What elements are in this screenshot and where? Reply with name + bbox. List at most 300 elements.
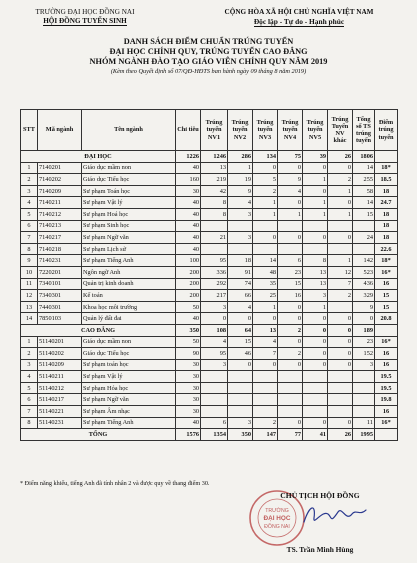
table-cell: 142: [353, 255, 375, 267]
table-cell: [303, 371, 328, 383]
table-cell: 16: [375, 406, 398, 418]
table-row: [21, 348, 398, 360]
table-cell: [228, 371, 253, 383]
table-cell: Giáo dục Tiểu học: [82, 174, 176, 186]
table-cell: 0: [253, 162, 278, 174]
table-cell: 100: [176, 255, 201, 267]
table-row: [21, 359, 398, 371]
table-cell: [228, 382, 253, 394]
table-cell: 51140211: [38, 371, 82, 383]
table-cell: 1: [253, 301, 278, 313]
table-cell: 7440301: [38, 301, 82, 313]
table-cell: [278, 406, 303, 418]
table-cell: 14: [21, 313, 38, 325]
table-cell: 1: [303, 174, 328, 186]
section-total-cell: 189: [353, 324, 375, 336]
table-cell: 8: [201, 208, 228, 220]
table-row: [21, 336, 398, 348]
table-cell: [328, 382, 353, 394]
table-cell: 1: [21, 162, 38, 174]
table-cell: 30: [176, 371, 201, 383]
table-row: [21, 208, 398, 220]
table-cell: [353, 394, 375, 406]
table-row: [21, 278, 398, 290]
grand-total-cell: 350: [228, 429, 253, 441]
table-cell: 7850103: [38, 313, 82, 325]
grand-total-cell: 41: [303, 429, 328, 441]
table-cell: Giáo dục mầm non: [82, 162, 176, 174]
grand-total-cell: 1995: [353, 429, 375, 441]
table-cell: 40: [176, 417, 201, 429]
title-line-1: DANH SÁCH ĐIỂM CHUẨN TRÚNG TUYỂN: [123, 37, 294, 46]
table-cell: 18: [228, 255, 253, 267]
table-cell: 0: [278, 232, 303, 244]
table-cell: 9: [353, 301, 375, 313]
table-cell: [328, 301, 353, 313]
section-name: ĐẠI HỌC: [21, 151, 176, 163]
table-cell: 9: [21, 255, 38, 267]
col-header: Trúng tuyển NV1: [201, 110, 228, 151]
table-cell: [201, 243, 228, 255]
table-row: [21, 232, 398, 244]
grand-total-cell: 1576: [176, 429, 201, 441]
title-line-2: ĐẠI HỌC CHÍNH QUY, TRÚNG TUYỂN CAO ĐẲNG: [109, 47, 308, 57]
table-cell-empty: [375, 429, 398, 441]
table-cell: [303, 382, 328, 394]
table-cell: 14: [253, 255, 278, 267]
table-cell: 436: [353, 278, 375, 290]
table-cell: 255: [353, 174, 375, 186]
table-cell: 15: [375, 301, 398, 313]
table-cell: 95: [201, 348, 228, 360]
table-cell: 0: [253, 359, 278, 371]
table-cell: 4: [278, 185, 303, 197]
table-row: [21, 255, 398, 267]
table-cell: [303, 243, 328, 255]
table-cell: [303, 220, 328, 232]
table-cell: 30: [176, 359, 201, 371]
table-cell: 9: [228, 185, 253, 197]
col-header: Điểm trúng tuyển: [375, 110, 398, 151]
table-cell: 0: [303, 417, 328, 429]
table-cell: [353, 243, 375, 255]
table-cell: [278, 382, 303, 394]
table-cell: 16: [278, 290, 303, 302]
col-header: Tổng số TS trúng tuyển: [353, 110, 375, 151]
table-cell: 18: [375, 208, 398, 220]
table-cell: 152: [353, 348, 375, 360]
title-line-3: NHÓM NGÀNH ĐÀO TẠO GIÁO VIÊN CHÍNH QUY NĂM 2019: [89, 57, 328, 67]
table-cell: 160: [176, 174, 201, 186]
table-cell: [303, 394, 328, 406]
table-cell: 0: [201, 313, 228, 325]
table-cell: 5: [21, 382, 38, 394]
section-total-cell: 1226: [176, 151, 201, 163]
col-header: Trúng tuyển NV4: [278, 110, 303, 151]
table-cell: 23: [353, 336, 375, 348]
table-cell: 48: [253, 266, 278, 278]
table-cell: 1: [328, 208, 353, 220]
table-cell: 4: [228, 197, 253, 209]
table-cell: 40: [176, 208, 201, 220]
table-cell: 16*: [375, 266, 398, 278]
col-header: Trúng tuyển NV2: [228, 110, 253, 151]
table-cell: 0: [278, 417, 303, 429]
table-cell: 3: [228, 417, 253, 429]
table-cell: Ngôn ngữ Anh: [82, 266, 176, 278]
table-cell: 30: [176, 406, 201, 418]
table-cell: [253, 371, 278, 383]
table-cell: 18*: [375, 255, 398, 267]
table-cell: 51140201: [38, 336, 82, 348]
table-cell: 18: [375, 220, 398, 232]
section-total-cell: 350: [176, 324, 201, 336]
table-cell: 7140231: [38, 255, 82, 267]
table-cell: [353, 406, 375, 418]
table-cell: 0: [253, 232, 278, 244]
table-cell: 3: [228, 208, 253, 220]
table-cell: 91: [228, 266, 253, 278]
table-cell: [328, 220, 353, 232]
table-cell: 0: [328, 417, 353, 429]
table-cell: 14: [353, 162, 375, 174]
national-header: [190, 8, 408, 26]
table-cell: Sư phạm Sinh học: [82, 220, 176, 232]
document-title: [0, 37, 417, 76]
col-header: Chỉ tiêu: [176, 110, 201, 151]
table-cell: 0: [303, 313, 328, 325]
table-cell: 3: [21, 185, 38, 197]
table-cell: [228, 406, 253, 418]
table-cell: 40: [176, 162, 201, 174]
table-cell: 35: [253, 278, 278, 290]
table-cell: 24.7: [375, 197, 398, 209]
table-cell: 11: [353, 417, 375, 429]
table-cell: Sư phạm Hoá học: [82, 208, 176, 220]
table-cell: 90: [176, 348, 201, 360]
table-cell: 2: [278, 348, 303, 360]
issuer-header: [10, 8, 160, 26]
table-cell: 7140201: [38, 162, 82, 174]
table-cell: 40: [176, 197, 201, 209]
table-cell: 13: [201, 162, 228, 174]
table-cell: 23: [278, 266, 303, 278]
table-cell: 219: [201, 174, 228, 186]
table-cell: [201, 406, 228, 418]
table-cell: 0: [328, 232, 353, 244]
table-cell: 0: [278, 162, 303, 174]
signer-title: CHỦ TỊCH HỘI ĐỒNG: [280, 491, 360, 500]
table-cell: Giáo dục Tiểu học: [82, 348, 176, 360]
table-cell: 1: [328, 185, 353, 197]
col-header: Mã ngành: [38, 110, 82, 151]
table-cell: 0: [303, 232, 328, 244]
table-cell: [201, 220, 228, 232]
national-motto: Độc lập - Tự do - Hạnh phúc: [253, 17, 345, 26]
table-cell: [253, 406, 278, 418]
table-row: [21, 394, 398, 406]
table-cell: Sư phạm Ngữ văn: [82, 394, 176, 406]
table-cell: Sư phạm Tiếng Anh: [82, 417, 176, 429]
table-cell: Quản trị kinh doanh: [82, 278, 176, 290]
table-row: [21, 417, 398, 429]
table-cell: 12: [328, 266, 353, 278]
table-row: [21, 371, 398, 383]
table-cell: 16: [375, 278, 398, 290]
table-cell: 50: [176, 301, 201, 313]
table-cell: 0: [328, 348, 353, 360]
table-cell: 13: [303, 266, 328, 278]
table-cell: 1: [303, 197, 328, 209]
section-total-cell: 108: [201, 324, 228, 336]
table-cell: [353, 220, 375, 232]
table-row: [21, 162, 398, 174]
table-row: [21, 220, 398, 232]
table-cell: 8: [303, 255, 328, 267]
table-cell: 30: [176, 382, 201, 394]
table-cell: Sư phạm Vật lý: [82, 371, 176, 383]
table-cell: 0: [278, 301, 303, 313]
table-cell: 19.5: [375, 382, 398, 394]
table-cell: 4: [228, 301, 253, 313]
table-cell: 3: [201, 359, 228, 371]
table-cell: 7: [21, 406, 38, 418]
table-cell: 8: [201, 197, 228, 209]
table-cell: Kế toán: [82, 290, 176, 302]
table-cell: 0: [328, 197, 353, 209]
table-cell: 4: [21, 371, 38, 383]
table-cell: 1: [303, 208, 328, 220]
table-cell: 1: [303, 301, 328, 313]
table-cell: 7: [328, 278, 353, 290]
table-cell: [278, 394, 303, 406]
table-cell: 46: [228, 348, 253, 360]
table-cell: 3: [201, 301, 228, 313]
table-cell: [228, 220, 253, 232]
table-cell: 7140202: [38, 174, 82, 186]
table-cell: 13: [303, 278, 328, 290]
col-header: STT: [21, 110, 38, 151]
table-cell: 12: [21, 290, 38, 302]
table-cell: [201, 394, 228, 406]
table-cell: 0: [278, 336, 303, 348]
table-cell: 51140231: [38, 417, 82, 429]
table-header-row: [21, 110, 398, 151]
table-row: [21, 290, 398, 302]
table-cell: 1: [228, 162, 253, 174]
table-cell: 22.6: [375, 243, 398, 255]
grand-total-cell: 147: [253, 429, 278, 441]
table-row: [21, 301, 398, 313]
table-cell: 0: [328, 336, 353, 348]
nation-name: CỘNG HÒA XÃ HỘI CHỦ NGHĨA VIỆT NAM: [224, 8, 374, 16]
table-cell: 5: [21, 208, 38, 220]
section-total-cell: 286: [228, 151, 253, 163]
table-body: [21, 151, 398, 441]
table-cell: 7340301: [38, 290, 82, 302]
table-cell: 4: [21, 197, 38, 209]
table-row: [21, 185, 398, 197]
table-cell: Sư phạm Lịch sử: [82, 243, 176, 255]
table-cell: 6: [201, 417, 228, 429]
table-cell: [353, 382, 375, 394]
table-cell: 10: [21, 266, 38, 278]
table-cell: 19.8: [375, 394, 398, 406]
table-cell: 0: [278, 197, 303, 209]
table-cell: Sư phạm toán học: [82, 359, 176, 371]
table-cell: 7140212: [38, 208, 82, 220]
table-cell: 19: [228, 174, 253, 186]
table-row: [21, 174, 398, 186]
table-cell: 336: [201, 266, 228, 278]
table-cell: 0: [303, 336, 328, 348]
section-total-cell: 0: [303, 324, 328, 336]
table-cell: 20.8: [375, 313, 398, 325]
table-cell: 7340101: [38, 278, 82, 290]
table-cell: 18: [375, 232, 398, 244]
table-cell: 6: [278, 255, 303, 267]
table-cell: 0: [303, 348, 328, 360]
table-cell: [201, 371, 228, 383]
table-row: [21, 406, 398, 418]
table-cell: 7140209: [38, 185, 82, 197]
table-cell: 16: [375, 359, 398, 371]
table-row: [21, 266, 398, 278]
table-cell: [328, 406, 353, 418]
table-cell: 15: [375, 290, 398, 302]
table-cell: [253, 220, 278, 232]
table-cell: Sư phạm Ngữ văn: [82, 232, 176, 244]
table-cell: 19.5: [375, 371, 398, 383]
table-cell: [328, 371, 353, 383]
table-cell: 0: [253, 313, 278, 325]
table-cell: [328, 243, 353, 255]
table-cell: 1: [278, 208, 303, 220]
table-cell: 3: [21, 359, 38, 371]
table-cell: 200: [176, 266, 201, 278]
table-cell: 9: [278, 174, 303, 186]
table-cell: 5: [253, 174, 278, 186]
table-cell: 7140218: [38, 243, 82, 255]
table-cell: [303, 406, 328, 418]
section-total-cell: 2: [278, 324, 303, 336]
section-total-row: [21, 324, 398, 336]
table-cell: [253, 243, 278, 255]
table-cell: 40: [176, 313, 201, 325]
table-cell: 15: [228, 336, 253, 348]
table-cell: 51140217: [38, 394, 82, 406]
table-cell: 0: [328, 359, 353, 371]
table-cell: 51140212: [38, 382, 82, 394]
table-cell: [253, 394, 278, 406]
table-cell: 14: [353, 197, 375, 209]
section-total-cell: 64: [228, 324, 253, 336]
table-cell: 21: [201, 232, 228, 244]
table-row: [21, 243, 398, 255]
table-cell: 0: [228, 359, 253, 371]
table-cell: 66: [228, 290, 253, 302]
decision-reference: (Kèm theo Quyết định số 07/QĐ-HĐTS ban hành ngày 09 tháng 8 năm 2019): [110, 67, 307, 75]
table-cell: 7140213: [38, 220, 82, 232]
table-cell: Khoa học môi trường: [82, 301, 176, 313]
section-total-cell: 75: [278, 151, 303, 163]
table-cell: [278, 220, 303, 232]
section-total-cell: 134: [253, 151, 278, 163]
table-cell: [278, 243, 303, 255]
grand-total-cell: 26: [328, 429, 353, 441]
table-cell: Sư phạm Hóa học: [82, 382, 176, 394]
table-cell: 30: [176, 185, 201, 197]
table-cell: 51140221: [38, 406, 82, 418]
section-total-row: [21, 151, 398, 163]
col-header: Tên ngành: [82, 110, 176, 151]
table-cell: 523: [353, 266, 375, 278]
handwritten-signature-icon: [300, 500, 370, 530]
table-cell: 40: [176, 220, 201, 232]
seal-text-middle: ĐẠI HỌC: [263, 515, 291, 522]
section-total-cell: 0: [328, 324, 353, 336]
admission-score-table: [20, 109, 398, 441]
table-cell: 2: [253, 417, 278, 429]
table-cell: 18.5: [375, 174, 398, 186]
table-cell: [253, 382, 278, 394]
table-row: [21, 197, 398, 209]
table-cell: 13: [21, 301, 38, 313]
table-cell-empty: [375, 324, 398, 336]
section-total-cell: 39: [303, 151, 328, 163]
section-name: CAO ĐẲNG: [21, 324, 176, 336]
table-cell: 2: [328, 174, 353, 186]
col-header: Trúng Tuyển NV khác: [328, 110, 353, 151]
table-cell: [228, 394, 253, 406]
table-row: [21, 313, 398, 325]
table-cell: 11: [21, 278, 38, 290]
table-cell: [353, 371, 375, 383]
table-cell: Quản lý đất đai: [82, 313, 176, 325]
table-cell: 42: [201, 185, 228, 197]
table-cell: Sư phạm Âm nhạc: [82, 406, 176, 418]
section-total-cell: 1246: [201, 151, 228, 163]
table-cell: 18*: [375, 162, 398, 174]
table-cell: 8: [21, 243, 38, 255]
table-cell: 0: [328, 313, 353, 325]
table-cell: 16*: [375, 417, 398, 429]
grand-total-cell: 1354: [201, 429, 228, 441]
grand-total-label: TỔNG: [21, 429, 176, 441]
table-cell: 51140202: [38, 348, 82, 360]
section-total-cell: 13: [253, 324, 278, 336]
table-cell: 200: [176, 290, 201, 302]
table-cell: Sư phạm Toán học: [82, 185, 176, 197]
table-cell: 0: [303, 185, 328, 197]
table-cell-empty: [375, 151, 398, 163]
table-cell: 0: [328, 162, 353, 174]
seal-text-bottom: ĐỒNG NAI: [264, 524, 290, 530]
section-total-cell: 1806: [353, 151, 375, 163]
table-cell: 51140209: [38, 359, 82, 371]
table-cell: 7140211: [38, 197, 82, 209]
table-cell: 1: [253, 197, 278, 209]
table-cell: 74: [228, 278, 253, 290]
table-row: [21, 382, 398, 394]
grand-total-cell: 77: [278, 429, 303, 441]
table-cell: 1: [21, 336, 38, 348]
table-cell: 40: [176, 243, 201, 255]
admission-council-name: HỘI ĐỒNG TUYỂN SINH: [43, 17, 127, 25]
table-cell: 3: [353, 359, 375, 371]
table-cell: Sư phạm Vật lý: [82, 197, 176, 209]
table-cell: Giáo dục mầm non: [82, 336, 176, 348]
